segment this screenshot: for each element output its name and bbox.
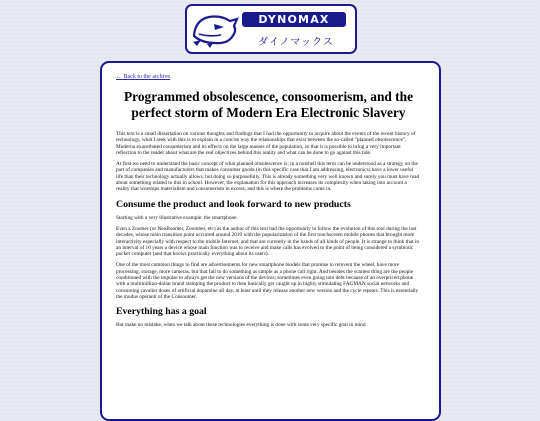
logo-katakana: ダイノマックス	[258, 37, 334, 48]
back-to-archive-link[interactable]: ← Back to the archive	[116, 74, 170, 80]
paragraph-goal: But make no mistake, when we talk about these technologies everything is done with some very specific goal in mind	[116, 322, 366, 329]
paragraph-intro-2: At first we need to understand the basic concept of what planned obsolescence is; in a nutshell this term can be understood as a strategy on the part of companies and manufacturers that makes consumer goods (in this specific case that I am addressing, electronics) have a lower useful life than their technology actually allows, but doing so purposefully. This is already something very well known and surely you must have read about something related to this in school. However, the explanation for this approach increases its complexity when taking into account a reality that worships materialism and consumerism in excess, and this is where the problems come in.	[116, 161, 420, 193]
paragraph-smartphone-example: Starting with a very illustrative example: the smartphone.	[116, 214, 238, 221]
section-heading-consume: Consume the product and look forward to new products	[116, 198, 351, 210]
paragraph-zoomer: Even a Zoomer (or NeoBoomer, Zoomber, etc) as the author of this text had the opportunity to follow the evolution of this tool during the last decades, whose main transition point occurred around 2010 with the popularization of the first touchscreen mobile phones that brought more interactivity especially with respect to the mobile Internet, and that are currently in the hands of all kinds of people. It is strange to think that in an interval of 10 years a device whose main function was to receive and make calls has evolved to the point of being considered a symbiotic pocket computer (and that knows practically everything about its users).	[116, 225, 420, 258]
paragraph-advertisements: One of the most common things to find are advertisements for new smartphone models that promise to reinvent the wheel, have more processing, storage, more cameras, but that fail to do something as simple as a phone call right. And besides the scariest thing are the people conditioned with the impulse to always get the new versions of the devices; sometimes even going into debt because of an overpriced phone with a multimillion-dollar brand stamping the product to then basically get caught up in highly stimulating FAGMAN social networks and consuming cavalier doses of artificial dopamine all day, at least until they release another new version and the cycle repeats. This is essentially the modus operanti of the Consoomer.	[116, 262, 419, 300]
article-card	[100, 61, 441, 421]
paragraph-intro-1: This text is a small dissertation on various thoughts and findings that I had the opportunity to acquire about the events of the recent history of technology, what I seek with this is to explain in a concise way the relationships that exist between the so-called "planned obsolescence", Moderna exacerbated consumerism and its effects on the large masses of the population, so that it is possible to bring a very important reflection to the reader about what are the real objectives behind this reality and what can be done to go against this tide.	[116, 131, 416, 156]
section-heading-goal: Everything has a goal	[116, 306, 207, 318]
article-title: Programmed obsolescence, consoomerism, and the perfect storm of Modern Era Electronic Slavery	[123, 89, 414, 120]
dynomax-logo[interactable]	[185, 4, 357, 54]
article-content	[116, 74, 421, 334]
logo-wordmark: DYNOMAX	[242, 12, 346, 27]
dinosaur-mascot-icon	[187, 6, 247, 52]
